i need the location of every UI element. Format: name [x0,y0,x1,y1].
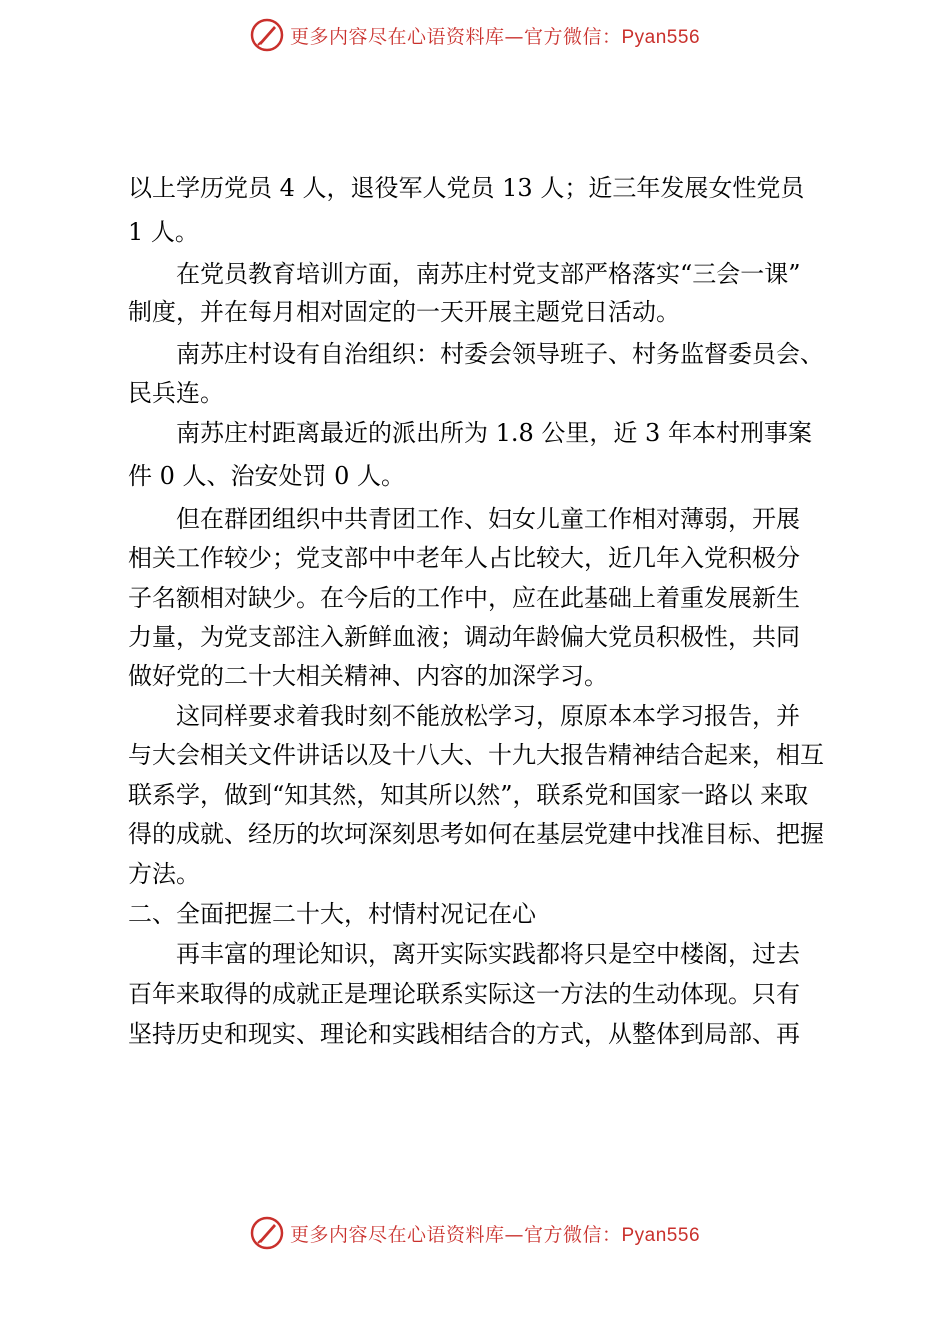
footer-banner-dash: — [504,1223,524,1246]
header-banner-contact-id: Pyan556 [621,26,701,48]
footer-banner-contact-label: 官方微信： [523,1223,622,1246]
body-line: 得的成就、经历的坎坷深刻思考如何在基层党建中找准目标、把握 [128,820,824,848]
body-line: 联系学，做到“知其然，知其所以然”，联系党和国家一路以 来取 [128,781,809,809]
body-line: 南苏庄村设有自治组织：村委会领导班子、村务监督委员会、 [176,340,824,368]
body-line: 民兵连。 [128,379,224,407]
footer-banner-contact-id: Pyan556 [621,1224,701,1246]
body-line: 子名额相对缺少。在今后的工作中，应在此基础上着重发展新生 [128,584,800,612]
header-banner [0,10,950,60]
header-banner-main: 更多内容尽在心语资料库 [289,25,505,48]
header-banner-contact-label: 官方微信： [523,25,622,48]
body-line: 做好党的二十大相关精神、内容的加深学习。 [128,662,608,690]
body-line: 1 人。 [128,218,199,246]
body-line: 力量，为党支部注入新鲜血液；调动年龄偏大党员积极性，共同 [128,623,800,651]
header-banner-dash: — [504,25,524,48]
body-line: 坚持历史和现实、理论和实践相结合的方式，从整体到局部、再 [128,1020,800,1048]
body-line: 方法。 [128,860,200,888]
body-line: 南苏庄村距离最近的派出所为 1.8 公里，近 3 年本村刑事案 [176,419,812,447]
body-line: 再丰富的理论知识，离开实际实践都将只是空中楼阁，过去 [176,940,800,968]
quill-logo-icon [250,1216,284,1250]
footer-banner-text [290,1220,700,1247]
header-banner-text [290,22,700,49]
body-line: 以上学历党员 4 人，退役军人党员 13 人；近三年发展女性党员 [128,174,805,202]
body-line: 相关工作较少；党支部中中老年人占比较大，近几年入党积极分 [128,544,800,572]
body-line: 但在群团组织中共青团工作、妇女儿童工作相对薄弱，开展 [176,505,800,533]
body-line: 在党员教育培训方面，南苏庄村党支部严格落实“三会一课” [176,260,801,288]
footer-banner [0,1208,950,1258]
body-line: 这同样要求着我时刻不能放松学习，原原本本学习报告，并 [176,702,800,730]
body-line: 百年来取得的成就正是理论联系实际这一方法的生动体现。只有 [128,980,800,1008]
quill-logo-icon [250,18,284,52]
body-line: 制度，并在每月相对固定的一天开展主题党日活动。 [128,298,680,326]
section-heading: 二、全面把握二十大，村情村况记在心 [128,900,536,928]
body-line: 与大会相关文件讲话以及十八大、十九大报告精神结合起来，相互 [128,741,824,769]
body-line: 件 0 人、治安处罚 0 人。 [128,462,406,490]
footer-banner-main: 更多内容尽在心语资料库 [289,1223,505,1246]
